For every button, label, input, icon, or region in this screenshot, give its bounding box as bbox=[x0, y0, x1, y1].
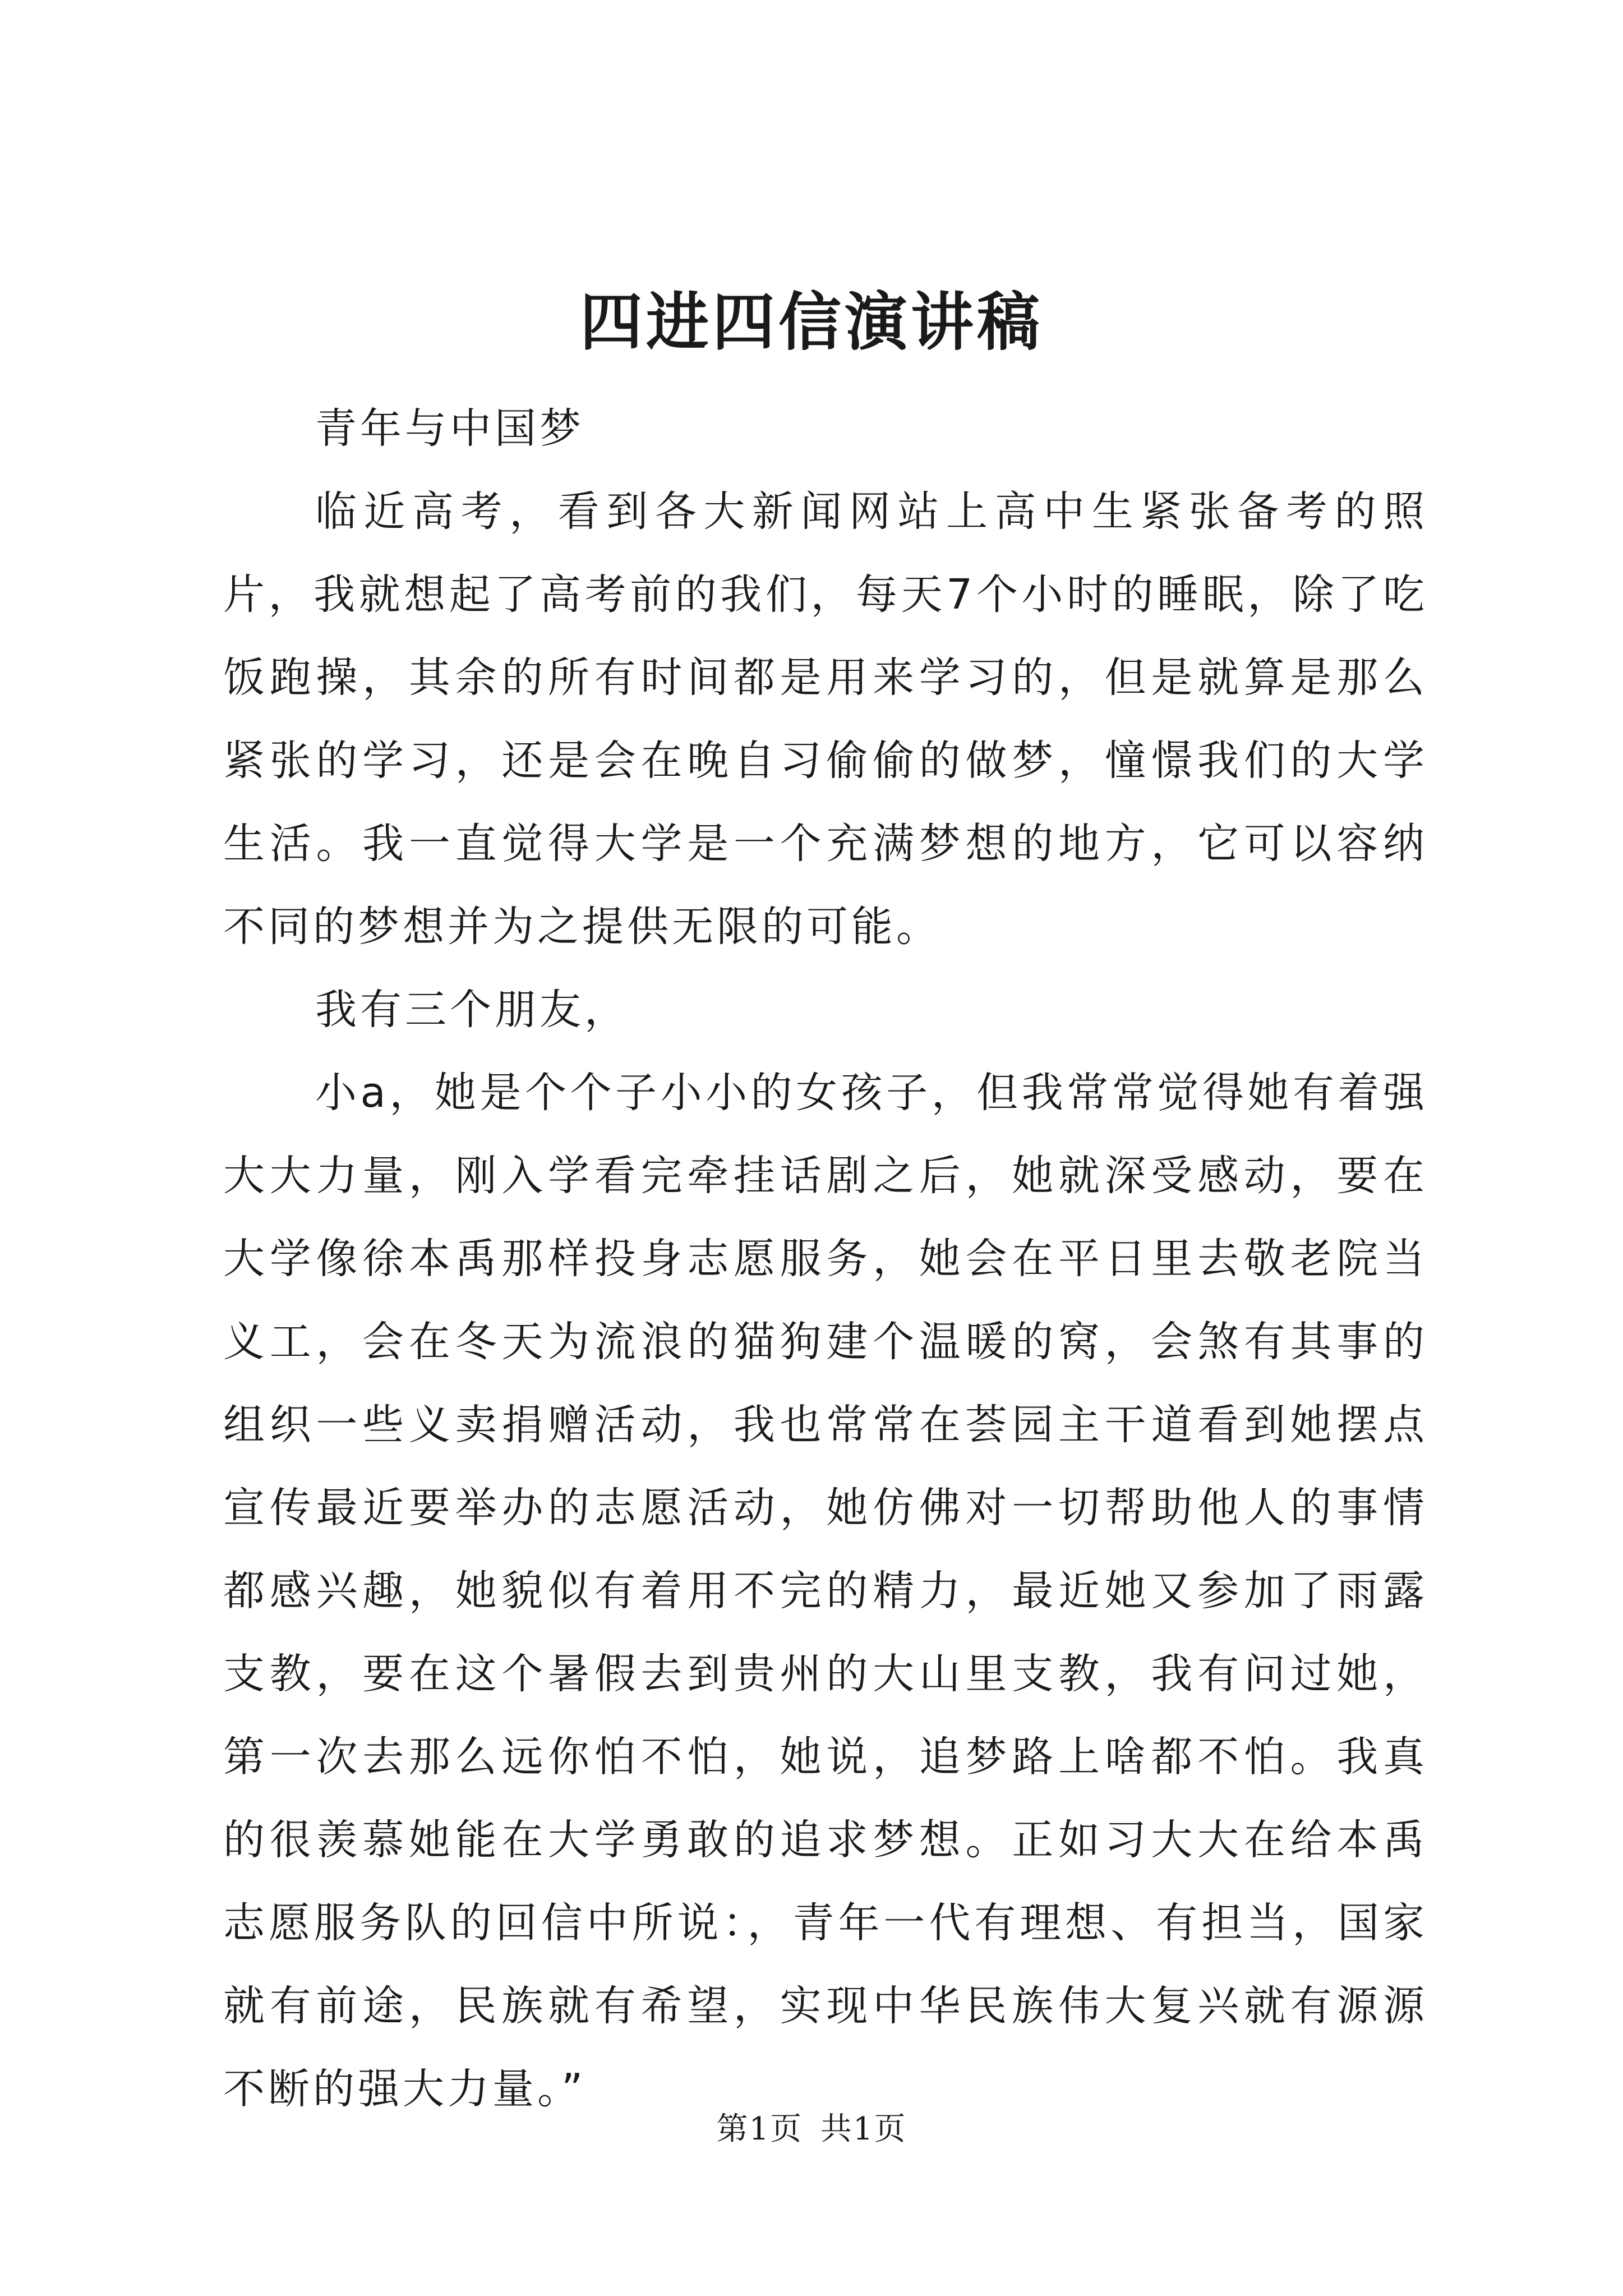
paragraph-subtitle: 青年与中国梦 bbox=[315, 404, 584, 453]
paragraph: 小a，她是个个子小小的女孩子，但我常常觉得她有着强大大力量，刚入学看完牵挂话剧之后，她就深受感动，要在大学像徐本禹那样投身志愿服务，她会在平日里去敬老院当义工，会在冬天为流浪的猫狗建个温暖的窝，会煞有其事的组织一些义卖捐赠活动，我也常常在荟园主干道看到她摆点宣传最近要举办的志愿活动，她仿佛对一切帮助他人的事情都感兴趣，她貌似有着用不完的精力，最近她又参加了雨露支教，要在这个暑假去到贵州的大山里支教，我有问过她，第一次去那么远你怕不怕，她说，追梦路上啥都不怕。我真的很羡慕她能在大学勇敢的追求梦想。正如习大大在给本禹志愿服务队的回信中所说：，青年一代有理想、有担当，国家就有前途，民族就有希望，实现中华民族伟大复兴就有源源不断的强大力量。” bbox=[223, 1069, 1428, 2113]
paragraph: 我有三个朋友， bbox=[315, 986, 629, 1034]
page-total: 共1页 bbox=[820, 2111, 907, 2147]
page-footer bbox=[0, 2109, 1623, 2150]
paragraph: 临近高考，看到各大新闻网站上高中生紧张备考的照片，我就想起了高考前的我们，每天7个小时的睡眠，除了吃饭跑操，其余的所有时间都是用来学习的，但是就算是那么紧张的学习，还是会在晚自习偷偷的做梦，憧憬我们的大学生活。我一直觉得大学是一个充满梦想的地方，它可以容纳不同的梦想并为之提供无限的可能。 bbox=[223, 487, 1428, 951]
document-title: 四进四信演讲稿 bbox=[580, 286, 1043, 359]
document-body bbox=[223, 387, 1428, 2131]
page-number: 第1页 bbox=[716, 2111, 803, 2147]
